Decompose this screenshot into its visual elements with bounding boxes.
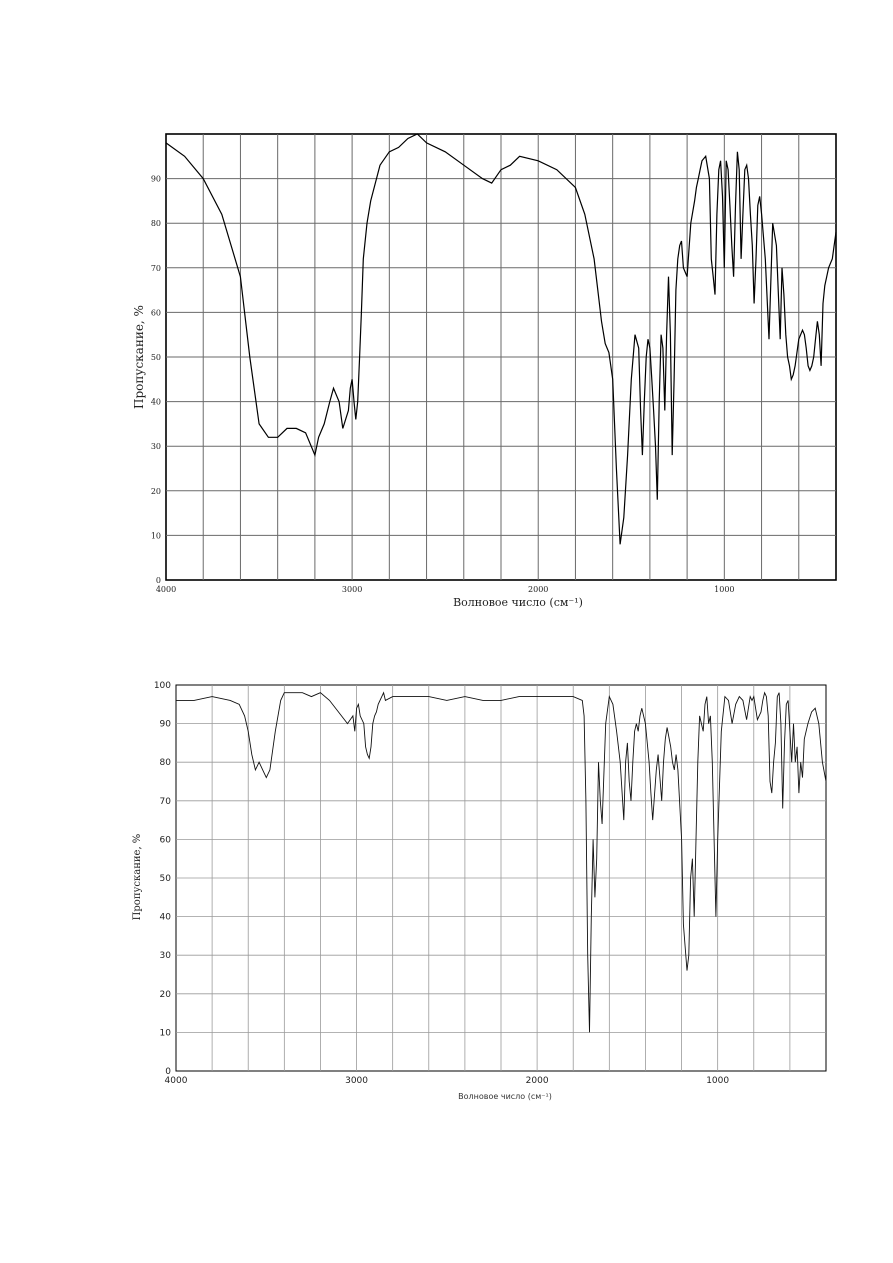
y-tick-label: 50 [159,874,171,884]
y-tick-label: 90 [150,174,161,184]
y-tick-label: 60 [159,835,171,846]
y-tick-label: 20 [159,989,171,1000]
y-tick-label: 0 [165,1067,171,1077]
y-tick-label: 80 [150,219,161,229]
x-tick-label: 3000 [345,1076,369,1086]
y-tick-label: 30 [150,442,161,452]
y-tick-label: 30 [159,951,171,962]
y-tick-label: 0 [155,576,161,585]
x-axis-label-2: Волновое число (см⁻¹) [458,1092,552,1101]
y-tick-label: 50 [150,353,161,362]
x-tick-label: 4000 [164,1076,188,1086]
y-tick-label: 80 [159,758,171,769]
x-tick-label: 1000 [714,585,735,594]
y-axis-label-2: Пропускание, % [132,833,143,921]
x-tick-label: 3000 [341,585,363,594]
y-tick-label: 10 [150,531,161,541]
y-tick-label: 20 [150,486,161,496]
ir-spectrum-chart-2 [132,681,826,1101]
x-tick-label: 2000 [525,1076,549,1086]
x-tick-label: 2000 [528,585,549,594]
y-tick-label: 100 [153,681,171,691]
y-tick-label: 90 [159,719,171,730]
y-tick-label: 40 [159,912,171,923]
y-tick-label: 70 [159,796,171,807]
y-tick-label: 10 [159,1028,171,1039]
y-tick-label: 70 [150,263,161,273]
x-axis-label-1: Волновое число (см⁻¹) [453,596,583,609]
ir-spectrum-chart-1 [132,134,836,609]
y-tick-label: 60 [150,308,161,318]
x-tick-label: 4000 [155,585,177,594]
x-tick-label: 1000 [706,1076,730,1086]
y-tick-label: 40 [150,397,161,407]
y-axis-label-1: Пропускание, % [132,305,146,409]
